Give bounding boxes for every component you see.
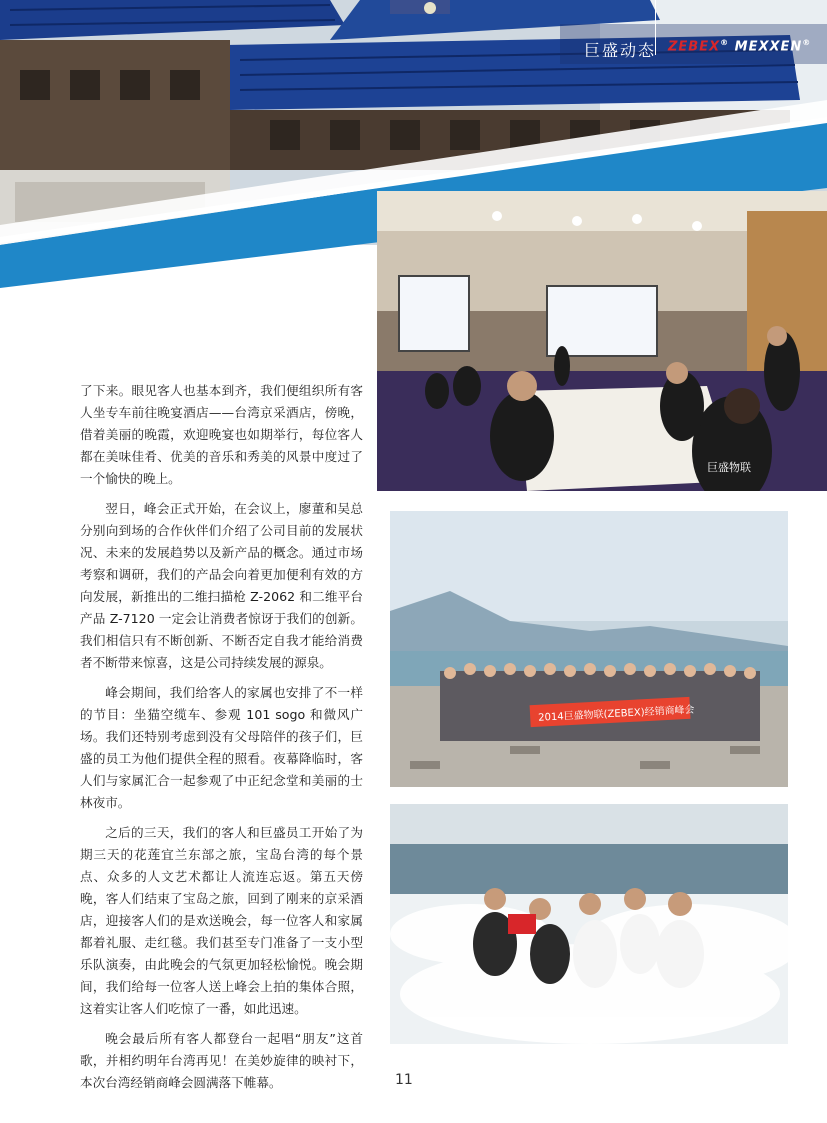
photo-conference-room	[377, 191, 827, 491]
paragraph-5: 晚会最后所有客人都登台一起唱“朋友”这首歌，并相约明年台湾再见！在美妙旋律的映衬下，本次台湾经销商峰会圆满落下帷幕。	[80, 1031, 363, 1090]
beach-splash-image	[390, 804, 788, 1044]
conference-room-image	[377, 191, 827, 491]
page-number: 11	[395, 1072, 413, 1088]
paragraph-3: 峰会期间，我们给客人的家属也安排了不一样的节目：坐猫空缆车、参观 101 sogo 和微风广场。我们还特别考虑到没有父母陪伴的孩子们，巨盛的员工为他们提供全程的照看。夜幕降临时，客人们与家属汇合一起参观了中正纪念堂和美丽的士林夜市。	[80, 685, 363, 810]
paragraph-4: 之后的三天，我们的客人和巨盛员工开始了为期三天的花莲宜兰东部之旅，宝岛台湾的每个景点、众多的人文艺术都让人流连忘返。第五天傍晚，客人们结束了宝岛之旅，回到了刚来的京采酒店，迎接客人们的是欢送晚会，每一位客人和家属都着礼服、走红毯。我们甚至专门准备了一支小型乐队演奏，由此晚会的气氛更加轻松愉悦。晚会期间，我们给每一位客人送上峰会上拍的集体合照，这着实让客人们吃惊了一番，如此迅速。	[80, 825, 363, 1016]
group-photo-image	[390, 511, 788, 787]
paragraph-1: 了下来。眼见客人也基本到齐，我们便组织所有客人坐专车前往晚宴酒店——台湾京采酒店，傍晚，借着美丽的晚霞，欢迎晚宴也如期举行，每位客人都在美味佳肴、优美的音乐和秀美的风景中度过了一个愉快的晚上。	[80, 383, 363, 486]
paragraph-2: 翌日，峰会正式开始，在会议上，廖董和吴总分别向到场的合作伙伴们介绍了公司目前的发展状况、未来的发展趋势以及新产品的概念。通过市场考察和调研，我们的产品会向着更加便利有效的方向发展，新推出的二维扫描枪 Z-2062 和二维平台产品 Z-7120 一定会让消费者惊讶于我们的创新。我们相信只有不断创新、不断否定自我才能给消费者不断带来惊喜，这是公司持续发展的源泉。	[80, 501, 363, 670]
group-banner-text: 2014巨盛物联(ZEBEX)经销商峰会	[537, 704, 695, 724]
brand-logo: ZEBEX® MEXXEN®	[668, 38, 812, 55]
photo-beach-splash	[390, 804, 788, 1044]
brand-mexxen: MEXXEN	[734, 39, 803, 55]
article-body	[80, 380, 363, 1102]
brand-zebex: ZEBEX	[668, 39, 721, 55]
photo-group-seaside	[390, 511, 788, 787]
section-label: 巨盛动态	[584, 41, 657, 60]
meeting-shirt-text: 巨盛物联	[707, 461, 751, 474]
